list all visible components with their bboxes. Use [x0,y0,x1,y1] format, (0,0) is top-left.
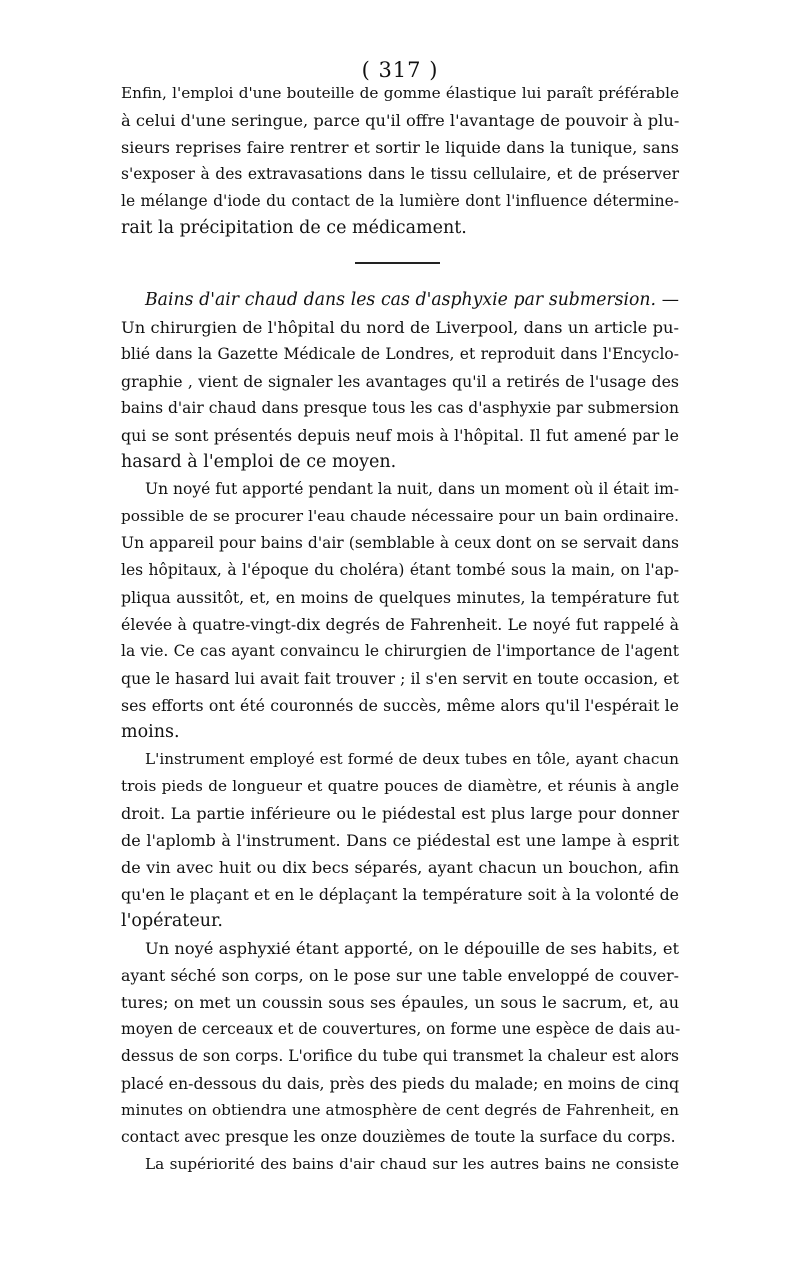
text-line: sieurs reprises faire rentrer et sortir le liquide dans la tunique, sans [121,138,679,157]
section-divider [355,262,440,264]
text-line: qu'en le plaçant et en le déplaçant la température soit à la volonté de [121,885,679,904]
text-line: les hôpitaux, à l'époque du choléra) étant tombé sous la main, on l'ap- [121,561,679,579]
text-line: élevée à quatre-vingt-dix degrés de Fahrenheit. Le noyé fut rappelé à [121,615,679,634]
text-line: de vin avec huit ou dix becs séparés, ayant chacun un bouchon, afin [121,858,679,877]
text-line: bains d'air chaud dans presque tous les cas d'asphyxie par submersion [121,399,679,417]
text-line: Un appareil pour bains d'air (semblable à ceux dont on se servait dans [121,534,679,552]
text-line: que le hasard lui avait fait trouver ; il s'en servit en toute occasion, et [121,669,679,688]
text-line: à celui d'une seringue, parce qu'il offre l'avantage de pouvoir à plu- [121,111,680,130]
text-line: hasard à l'emploi de ce moyen. [121,452,397,472]
text-line: ses efforts ont été couronnés de succès, même alors qu'il l'espérait le [121,696,679,715]
paragraph-top [121,80,679,242]
text-line: ayant séché son corps, on le pose sur une table enveloppé de couver- [121,966,679,985]
text-line: tures; on met un coussin sous ses épaules, un sous le sacrum, et, au [121,993,679,1012]
text-line: s'exposer à des extravasations dans le tissu cellulaire, et de préserver [121,165,679,183]
text-line: dessus de son corps. L'orifice du tube qui transmet la chaleur est alors [121,1047,679,1065]
text-line: graphie , vient de signaler les avantages qu'il a retirés de l'usage des [121,372,679,391]
text-line: rait la précipitation de ce médicament. [121,218,467,238]
text-line: Un noyé fut apporté pendant la nuit, dans un moment où il était im- [145,480,679,498]
text-line: moyen de cerceaux et de couvertures, on forme une espèce de dais au- [121,1020,681,1038]
text-line: moins. [121,722,180,742]
text-line: de l'aplomb à l'instrument. Dans ce piédestal est une lampe à esprit [121,831,679,850]
text-line: le mélange d'iode du contact de la lumière dont l'influence détermine- [121,192,679,210]
text-line: Un noyé asphyxié étant apporté, on le dépouille de ses habits, et [145,939,679,958]
text-line: possible de se procurer l'eau chaude nécessaire pour un bain ordinaire. [121,507,679,525]
page-number: ( 317 ) [361,58,439,82]
article [121,287,679,1178]
text-line: droit. La partie inférieure ou le piédestal est plus large pour donner [121,804,679,823]
text-line: La supériorité des bains d'air chaud sur les autres bains ne consiste [145,1155,679,1173]
text-line: Enfin, l'emploi d'une bouteille de gomme élastique lui paraît préférable [121,84,679,102]
article-title-line [121,287,679,314]
text-line: placé en-dessous du dais, près des pieds du malade; en moins de cinq [121,1074,680,1093]
text-line: minutes on obtiendra une atmosphère de cent degrés de Fahrenheit, en [121,1101,679,1119]
text-line: qui se sont présentés depuis neuf mois à l'hôpital. Il fut amené par le [121,426,679,445]
text-line: L'instrument employé est formé de deux tubes en tôle, ayant chacun [145,750,679,768]
text-line: la vie. Ce cas ayant convaincu le chirurgien de l'importance de l'agent [121,642,679,660]
article-title: Bains d'air chaud dans les cas d'asphyxie par submersion. [145,290,657,310]
title-dash: — [661,290,679,310]
text-line: Un chirurgien de l'hôpital du nord de Liverpool, dans un article pu- [121,318,679,337]
text-line: pliqua aussitôt, et, en moins de quelques minutes, la température fut [121,588,679,607]
text-line: blié dans la Gazette Médicale de Londres, et reproduit dans l'Encyclo- [121,345,679,363]
text-line: contact avec presque les onze douzièmes de toute la surface du corps. [121,1128,676,1146]
text-line: trois pieds de longueur et quatre pouces de diamètre, et réunis à angle [121,777,679,795]
text-line: l'opérateur. [121,911,223,931]
